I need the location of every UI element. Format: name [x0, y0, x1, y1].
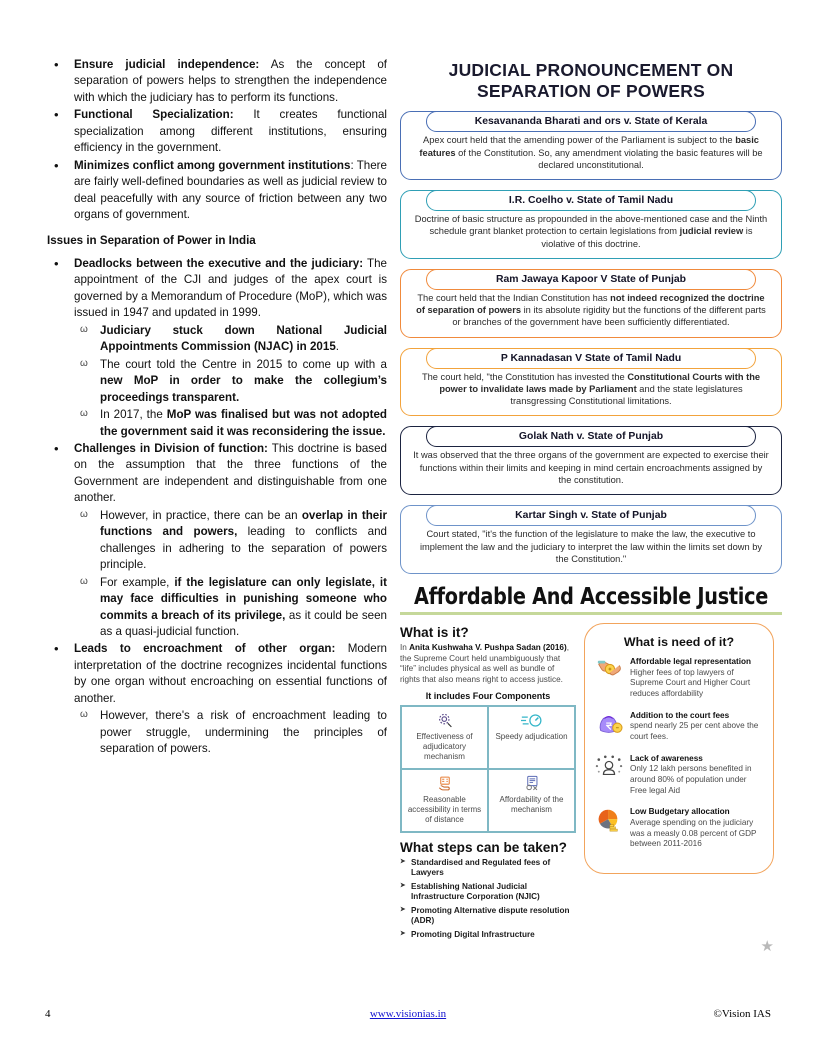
case-heading: Golak Nath v. State of Punjab: [426, 426, 756, 447]
infographic-panel: [400, 55, 782, 956]
case-heading: I.R. Coelho v. State of Tamil Nadu: [426, 190, 756, 211]
list-item: [47, 57, 387, 106]
case-pre: Court stated, "it's the function of the legislature to make the law, the executive to implement the law and the judiciary to interpret the law within the limits set down by the Constitution.": [419, 529, 763, 564]
bullet-lead: Challenges in Division of function:: [74, 441, 268, 455]
issues-bullet-list: [47, 256, 387, 758]
case-card-kannadasan: [400, 348, 782, 417]
component-label: Reasonable accessibility in terms of distance: [407, 794, 482, 824]
step-item: ➤ Promoting Alternative dispute resolution (ADR): [400, 906, 576, 927]
case-card-kartar-singh: [400, 505, 782, 574]
sub-bold: if the legislature can only legislate, it may face difficulties in punishing someone who commits a breach of its privilege,: [100, 575, 387, 622]
step-item: ➤ Establishing National Judicial Infrastructure Corporation (NJIC): [400, 882, 576, 903]
sub-list-item: [74, 708, 387, 757]
sub-list-item: [74, 575, 387, 641]
need-text: [630, 657, 763, 700]
case-bold: basic features: [419, 135, 759, 158]
need-body: Higher fees of top lawyers of Supreme Court and Higher Court reduces affordability: [630, 667, 751, 699]
case-card-kesavananda: [400, 111, 782, 180]
sub-bold: overlap in their functions and powers,: [100, 508, 387, 539]
sub-list-item: [74, 508, 387, 574]
case-pre: Doctrine of basic structure as propounded in the above-mentioned case and the Ninth schedule grant blanket protection to certain legislations from: [414, 214, 768, 237]
sub-pre: The court told the Centre in 2015 to come up with a: [100, 357, 387, 371]
sub-post: .: [335, 340, 340, 354]
case-pre: The court held that the Indian Constitution has: [417, 292, 611, 303]
case-post: is violative of this doctrine.: [541, 226, 753, 249]
need-heading: Lack of awareness: [630, 753, 703, 763]
wi-bold: Anita Kushwaha V. Pushpa Sadan (2016): [409, 643, 567, 653]
case-post: of the Constitution. So, any amendment violating the basic features will be declared unconstitutional.: [455, 147, 763, 170]
what-is-it-title: What is it?: [400, 625, 469, 641]
need-body: Average spending on the judiciary was a measly 0.08 percent of GDP between 2011-2016: [630, 817, 757, 849]
section-heading: Issues in Separation of Power in India: [47, 233, 256, 247]
gear-cog-icon: [435, 712, 455, 729]
document-cost-icon: [522, 775, 542, 792]
steps-title: What steps can be taken?: [400, 839, 567, 855]
case-pre: It was observed that the three organs of the government are expected to exercise their functions within their limits and keeping in mind certain encroachments assigned by the constitution.: [413, 450, 769, 485]
sub-pre: However, in practice, there can be an: [100, 508, 302, 522]
list-item: [47, 107, 387, 156]
need-item: [595, 657, 763, 700]
component-cell: [401, 769, 488, 832]
component-label: Effectiveness of adjudicatory mechanism: [416, 731, 473, 761]
sub-list-item: [74, 407, 387, 440]
hand-coin-icon: [595, 657, 623, 685]
sub-bold: MoP was finalised but was not adopted the government said it was reconsidering the issue.: [100, 408, 387, 438]
case-heading: Ram Jawaya Kapoor V State of Punjab: [426, 269, 756, 290]
steps-section: [400, 840, 576, 941]
sub-pre: For example,: [100, 575, 175, 589]
case-heading: Kartar Singh v. State of Punjab: [426, 505, 756, 526]
need-text: [630, 754, 763, 797]
four-components-grid: [400, 705, 576, 833]
lower-section: [400, 623, 782, 956]
case-post: in its absolute rigidity but the functions of the different parts or branches of the government have been sufficiently differentiated.: [452, 305, 766, 328]
page-number: 4: [45, 1008, 51, 1020]
affordable-justice-banner: [400, 584, 782, 615]
list-item: [47, 641, 387, 757]
sub-pre: However, there's a risk of encroachment leading to power struggle, undermining the principles of separation of powers.: [100, 709, 387, 756]
hand-building-icon: [435, 775, 455, 792]
wi-post: , the Supreme Court held unambiguously that “life” includes physical as well as bundle of rights that also means right to access justice.: [400, 643, 569, 685]
case-pre: Apex court held that the amending power of the Parliament is subject to the: [423, 135, 736, 146]
need-item: [595, 807, 763, 850]
speed-gauge-icon: [521, 712, 543, 729]
pie-chart-coins-icon: [595, 807, 623, 835]
sub-bold: new MoP in order to make the collegium’s proceedings transparent.: [100, 374, 387, 404]
what-is-it-text: [400, 643, 576, 686]
bullet-lead: Leads to encroachment of other organ:: [74, 642, 336, 656]
case-bold: Constitutional Courts with the power to invalidate laws made by Parliament: [439, 371, 761, 394]
money-bag-rupee-icon: [595, 711, 623, 739]
need-panel: [584, 623, 774, 956]
copyright-text: ©Vision IAS: [713, 1008, 771, 1020]
need-text: [630, 711, 763, 743]
case-pre: The court held, "the Constitution has invested the: [421, 371, 628, 382]
sub-list: [74, 323, 387, 440]
need-item: [595, 711, 763, 743]
sub-pre: In 2017, the: [100, 408, 167, 422]
component-cell: [488, 769, 575, 832]
case-card-ram-jawaya-kapoor: [400, 269, 782, 338]
need-body: spend nearly 25 per cent above the court fees.: [630, 721, 759, 741]
bullet-text: The appointment of the CJI and judges of the apex court is governed by a Memorandum of Procedure (MoP), which was issued in 1947 and updated in 1999.: [74, 256, 387, 320]
benefits-bullet-list: [47, 57, 387, 224]
bullet-text: As the concept of separation of powers helps to strengthen the independence with which the judiciary has to perform its functions.: [74, 58, 387, 104]
bullet-lead: Minimizes conflict among government institutions: [74, 158, 351, 172]
steps-list: [400, 858, 576, 941]
star-icon: ★: [760, 938, 774, 956]
page-footer: [0, 1008, 816, 1026]
sub-list-item: [74, 357, 387, 406]
sub-list: [74, 508, 387, 641]
component-label: Affordability of the mechanism: [499, 794, 564, 814]
need-item: [595, 754, 763, 797]
list-item: [47, 256, 387, 440]
sub-list: [74, 708, 387, 757]
list-item: [47, 158, 387, 224]
component-label: Speedy adjudication: [495, 731, 568, 741]
case-heading: Kesavananda Bharati and ors v. State of Kerala: [426, 111, 756, 132]
list-item: [47, 441, 387, 640]
step-item: ➤ Standardised and Regulated fees of Lawyers: [400, 858, 576, 879]
need-body: Only 12 lakh persons benefited in around 80% of population under Free legal Aid: [630, 764, 752, 795]
sub-post: leading to conflicts and challenges in adhering to the separation of powers principle.: [100, 525, 387, 572]
case-bold: not indeed recognized the doctrine of separation of powers: [416, 292, 765, 316]
bullet-text: Modern interpretation of the doctrine recognizes incidental functions by one organ without encroaching on essential functions of another.: [74, 642, 387, 705]
bullet-lead: Functional Specialization:: [74, 108, 234, 122]
awareness-person-icon: [595, 754, 623, 782]
sub-post: as it could be seen as a quasi-judicial function.: [100, 608, 387, 638]
step-item: ➤ Promoting Digital Infrastructure: [400, 930, 576, 941]
need-heading: Affordable legal representation: [630, 657, 752, 667]
what-is-it-column: [400, 623, 576, 943]
sub-bold: Judiciary stuck down National Judicial Appointments Commission (NJAC) in 2015: [100, 323, 387, 354]
bullet-text: This doctrine is based on the assumption that the three functions of the Government are independent and distinguishable from one another.: [74, 441, 387, 505]
website-link[interactable]: www.visionias.in: [369, 1008, 447, 1020]
sub-list-item: [74, 323, 387, 356]
four-components-title: It includes Four Components: [425, 690, 551, 701]
case-post: and the state legislatures transgressing Constitutional limitations.: [510, 383, 743, 407]
case-bold: judicial review: [679, 226, 744, 237]
bullet-lead: Ensure judicial independence:: [74, 58, 260, 71]
wi-pre: In: [400, 643, 410, 653]
bullet-text: : There are fairly well-defined boundaries as well as judicial review to deal peacefully with any source of friction between any two organs of government.: [74, 158, 387, 222]
component-cell: [488, 706, 575, 769]
bullet-text: It creates functional specialization among different institutions, ensuring efficiency in the government.: [74, 108, 387, 155]
need-heading: Low Budgetary allocation: [630, 807, 730, 817]
banner-title: Affordable And Accessible Justice: [413, 584, 769, 611]
component-cell: [401, 706, 488, 769]
need-heading: Addition to the court fees: [630, 710, 730, 720]
need-title: What is need of it?: [623, 635, 735, 650]
need-text: [630, 807, 763, 850]
case-card-coelho: [400, 190, 782, 259]
article-left-column: [47, 57, 387, 759]
bullet-lead: Deadlocks between the executive and the judiciary:: [74, 256, 364, 270]
case-heading: P Kannadasan V State of Tamil Nadu: [426, 348, 756, 369]
infographic-title: JUDICIAL PRONOUNCEMENT ON SEPARATION OF POWERS: [448, 60, 734, 101]
case-card-golak-nath: [400, 426, 782, 495]
